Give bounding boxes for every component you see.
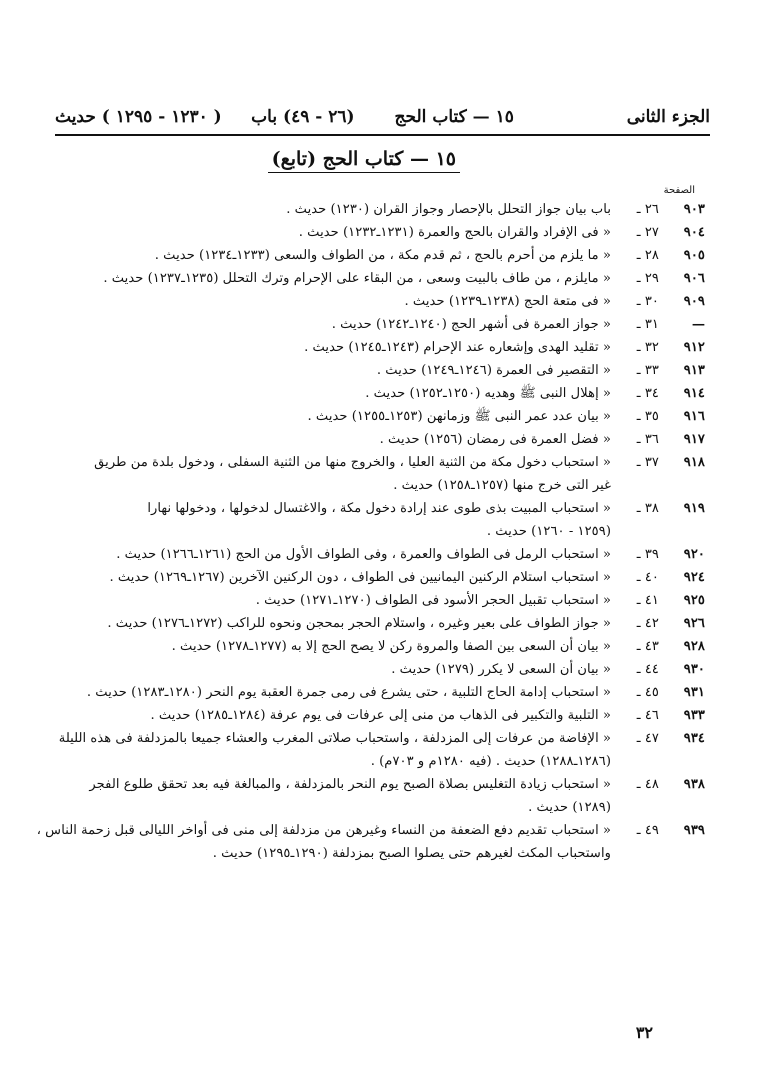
- entry-title-line: واستحباب المكث لغيرهم حتى يصلوا الصبح بمزدلفة (١٢٩٠ـ١٢٩٥) حديث .: [212, 846, 611, 861]
- entry-page-number: ٩١٢: [683, 340, 705, 355]
- entry-title: [52, 359, 611, 382]
- toc-entry: [52, 543, 705, 566]
- entry-chapter-number: ٤٦ ـ: [636, 708, 659, 723]
- entry-title: [52, 290, 611, 313]
- entry-title-line: « التقصير فى العمرة (١٢٤٦ـ١٢٤٩) حديث .: [376, 363, 611, 378]
- entry-title-line: « ما يلزم من أحرم بالحج ، ثم قدم مكة ، من الطواف والسعى (١٢٣٣ـ١٢٣٤) حديث .: [154, 248, 611, 263]
- toc-entry: [52, 635, 705, 658]
- toc-entry: [52, 382, 705, 405]
- entry-title: [52, 267, 611, 290]
- entry-title: [52, 773, 611, 819]
- entry-chapter-number: ٤٣ ـ: [636, 639, 659, 654]
- entry-page-number: ٩٣١: [683, 685, 705, 700]
- entry-chapter-number: ٤٤ ـ: [636, 662, 659, 677]
- entry-title-line: « تقليد الهدى وإشعاره عند الإحرام (١٢٤٣ـ١٢٤٥) حديث .: [304, 340, 611, 355]
- toc-entry: [52, 704, 705, 727]
- entry-chapter-number: ٣٣ ـ: [636, 363, 659, 378]
- entry-chapter-number: ٤٠ ـ: [636, 570, 659, 585]
- entry-title-line: « إهلال النبى ﷺ وهديه (١٢٥٠ـ١٢٥٢) حديث .: [365, 386, 611, 401]
- entry-title-line: « فى الإفراد والقران بالحج والعمرة (١٢٣١ـ١٢٣٢) حديث .: [298, 225, 611, 240]
- hadith-range: ( ١٢٣٠ - ١٢٩٥ ) حديث: [55, 107, 222, 127]
- page-number: ٣٢: [635, 1023, 653, 1042]
- toc-entry: [52, 267, 705, 290]
- entry-chapter-number: ٣٦ ـ: [636, 432, 659, 447]
- entry-page-number: ٩٠٩: [683, 294, 705, 309]
- entry-chapter-number: ٣٢ ـ: [636, 340, 659, 355]
- volume-label: الجزء الثانى: [626, 107, 710, 127]
- entry-title: [52, 382, 611, 405]
- entry-title: [52, 681, 611, 704]
- entry-title-line: « جواز العمرة فى أشهر الحج (١٢٤٠ـ١٢٤٢) حديث .: [331, 317, 611, 332]
- entry-title-line: « فضل العمرة فى رمضان (١٢٥٦) حديث .: [379, 432, 611, 447]
- entry-title-line: باب بيان جواز التحلل بالإحصار وجواز القران (١٢٣٠) حديث .: [286, 202, 611, 217]
- entry-title: [37, 819, 611, 865]
- toc-entry: [52, 681, 705, 704]
- toc-entry: [52, 497, 705, 543]
- toc-entry: [52, 612, 705, 635]
- entry-chapter-number: ٤٩ ـ: [636, 823, 659, 838]
- entry-chapter-number: ٤٢ ـ: [636, 616, 659, 631]
- toc-entry: [52, 428, 705, 451]
- entry-chapter-number: ٤١ ـ: [636, 593, 659, 608]
- entry-title-line: « استحباب المبيت بذى طوى عند إرادة دخول مكة ، والاغتسال لدخولها ، ودخولها نهارا: [147, 501, 611, 516]
- entry-title-line: « الإفاضة من عرفات إلى المزدلفة ، واستحباب صلاتى المغرب والعشاء جميعا بالمزدلفة فى هذه الليلة: [58, 731, 611, 746]
- entry-title-line: « بيان عدد عمر النبى ﷺ وزمانهن (١٢٥٣ـ١٢٥٥) حديث .: [307, 409, 611, 424]
- entry-title: [52, 543, 611, 566]
- entry-title-line: (١٢٥٩ - ١٢٦٠) حديث .: [486, 524, 611, 539]
- toc-entry: [52, 359, 705, 382]
- running-header: [55, 100, 710, 136]
- toc-entry: [52, 773, 705, 819]
- toc-entry: [52, 727, 705, 773]
- entry-chapter-number: ٤٧ ـ: [636, 731, 659, 746]
- entry-title-line: « استحباب استلام الركنين اليمانيين فى الطواف ، دون الركنين الآخرين (١٢٦٧ـ١٢٦٩) حديث .: [109, 570, 611, 585]
- entry-page-number: ٩٠٣: [683, 202, 705, 217]
- entry-title: [52, 497, 611, 543]
- entry-page-number: ٩٢٤: [683, 570, 705, 585]
- toc-entry: [52, 290, 705, 313]
- entry-title-line: « بيان أن السعى بين الصفا والمروة ركن لا يصح الحج إلا به (١٢٧٧ـ١٢٧٨) حديث .: [171, 639, 611, 654]
- entry-chapter-number: ٢٩ ـ: [636, 271, 659, 286]
- entry-title: [52, 221, 611, 244]
- entry-page-number: ٩١٦: [683, 409, 705, 424]
- entry-page-number: ٩٠٤: [683, 225, 705, 240]
- entry-title: [52, 428, 611, 451]
- toc-entry: [52, 658, 705, 681]
- section-title: ١٥ — كتاب الحج (تابع): [268, 148, 460, 173]
- entry-chapter-number: ٣٩ ـ: [636, 547, 659, 562]
- entry-title-line: « استحباب زيادة التغليس بصلاة الصبح يوم النحر بالمزدلفة ، والمبالغة فيه بعد تحقق طلوع الفجر: [89, 777, 611, 792]
- entry-title: [52, 658, 611, 681]
- entry-page-number: ٩١٧: [683, 432, 705, 447]
- entry-title-line: « مايلزم ، من طاف بالبيت وسعى ، من البقاء على الإحرام وترك التحلل (١٢٣٥ـ١٢٣٧) حديث .: [103, 271, 611, 286]
- entry-page-number: ٩٢٦: [683, 616, 705, 631]
- entry-page-number: ٩١٤: [683, 386, 705, 401]
- entry-title-line: « بيان أن السعى لا يكرر (١٢٧٩) حديث .: [391, 662, 611, 677]
- entry-chapter-number: ٣٧ ـ: [636, 455, 659, 470]
- entry-page-number: ٩١٩: [683, 501, 705, 516]
- toc-entry: [52, 566, 705, 589]
- toc-entry: [52, 405, 705, 428]
- entry-chapter-number: ٣١ ـ: [636, 317, 659, 332]
- entry-page-number: ٩٣٤: [683, 731, 705, 746]
- entry-page-number: ٩١٣: [683, 363, 705, 378]
- entry-title: [52, 704, 611, 727]
- entry-chapter-number: ٢٨ ـ: [636, 248, 659, 263]
- entry-title-line: (١٢٨٦ـ١٢٨٨) حديث . (فيه ١٢٨٠م و ٧٠٣م) .: [370, 754, 611, 769]
- entry-title-line: « استحباب تقديم دفع الضعفة من النساء وغيرهن من مزدلفة إلى منى فى أواخر الليالى قبل زحمة الناس ،: [36, 823, 611, 838]
- entry-title: [52, 635, 611, 658]
- entry-title-line: « جواز الطواف على بعير وغيره ، واستلام الحجر بمحجن ونحوه للراكب (١٢٧٢ـ١٢٧٦) حديث .: [107, 616, 611, 631]
- header-middle: [251, 107, 514, 127]
- entry-chapter-number: ٤٨ ـ: [636, 777, 659, 792]
- entry-title-line: « استحباب إدامة الحاج التلبية ، حتى يشرع فى رمى جمرة العقبة يوم النحر (١٢٨٠ـ١٢٨٣) حديث .: [86, 685, 611, 700]
- entry-title: [52, 566, 611, 589]
- entry-page-number: ٩٣٠: [683, 662, 705, 677]
- toc-entry: [52, 451, 705, 497]
- page-column-label: الصفحة: [663, 185, 695, 196]
- entry-title: [52, 313, 611, 336]
- entry-page-number: ٩٢٨: [683, 639, 705, 654]
- entry-page-number: ٩١٨: [683, 455, 705, 470]
- toc-entry: [52, 313, 705, 336]
- entry-chapter-number: ٢٧ ـ: [636, 225, 659, 240]
- entry-title: [52, 451, 611, 497]
- toc-entry: [36, 819, 705, 865]
- entry-chapter-number: ٣٤ ـ: [636, 386, 659, 401]
- entry-title: [52, 612, 611, 635]
- entry-title: [52, 244, 611, 267]
- toc-entry: [52, 336, 705, 359]
- entry-page-number: ٩٣٨: [683, 777, 705, 792]
- entry-chapter-number: ٢٦ ـ: [636, 202, 659, 217]
- entry-page-number: —: [691, 317, 705, 332]
- entry-page-number: ٩٣٣: [683, 708, 705, 723]
- entry-title: [52, 198, 611, 221]
- entry-title: [52, 589, 611, 612]
- entry-title: [52, 336, 611, 359]
- entry-page-number: ٩٣٩: [683, 823, 705, 838]
- entry-title: [52, 727, 611, 773]
- toc-entry: [52, 198, 705, 221]
- book-label: ١٥ — كتاب الحج: [394, 107, 514, 127]
- toc-entry: [52, 221, 705, 244]
- entry-page-number: ٩٠٦: [683, 271, 705, 286]
- entry-title-line: « فى متعة الحج (١٢٣٨ـ١٢٣٩) حديث .: [404, 294, 611, 309]
- toc-entry: [52, 589, 705, 612]
- entry-page-number: ٩٢٥: [683, 593, 705, 608]
- entry-chapter-number: ٤٥ ـ: [636, 685, 659, 700]
- entry-page-number: ٩٠٥: [683, 248, 705, 263]
- chapters-range: (٢٦ - ٤٩) باب: [251, 107, 355, 127]
- toc-entry: [52, 244, 705, 267]
- toc-entries: [36, 198, 705, 865]
- entry-title-line: « استحباب دخول مكة من الثنية العليا ، والخروج منها من الثنية السفلى ، ودخول بلدة من طريق: [94, 455, 611, 470]
- entry-title-line: « استحباب الرمل فى الطواف والعمرة ، وفى الطواف الأول من الحج (١٢٦١ـ١٢٦٦) حديث .: [116, 547, 611, 562]
- entry-title-line: « استحباب تقبيل الحجر الأسود فى الطواف (١٢٧٠ـ١٢٧١) حديث .: [255, 593, 611, 608]
- entry-title-line: غير التى خرج منها (١٢٥٧ـ١٢٥٨) حديث .: [393, 478, 611, 493]
- entry-chapter-number: ٣٨ ـ: [636, 501, 659, 516]
- entry-title: [52, 405, 611, 428]
- entry-title-line: (١٢٨٩) حديث .: [528, 800, 611, 815]
- entry-chapter-number: ٣٥ ـ: [636, 409, 659, 424]
- entry-title-line: « التلبية والتكبير فى الذهاب من منى إلى عرفات فى يوم عرفة (١٢٨٤ـ١٢٨٥) حديث .: [150, 708, 611, 723]
- entry-chapter-number: ٣٠ ـ: [636, 294, 659, 309]
- entry-page-number: ٩٢٠: [683, 547, 705, 562]
